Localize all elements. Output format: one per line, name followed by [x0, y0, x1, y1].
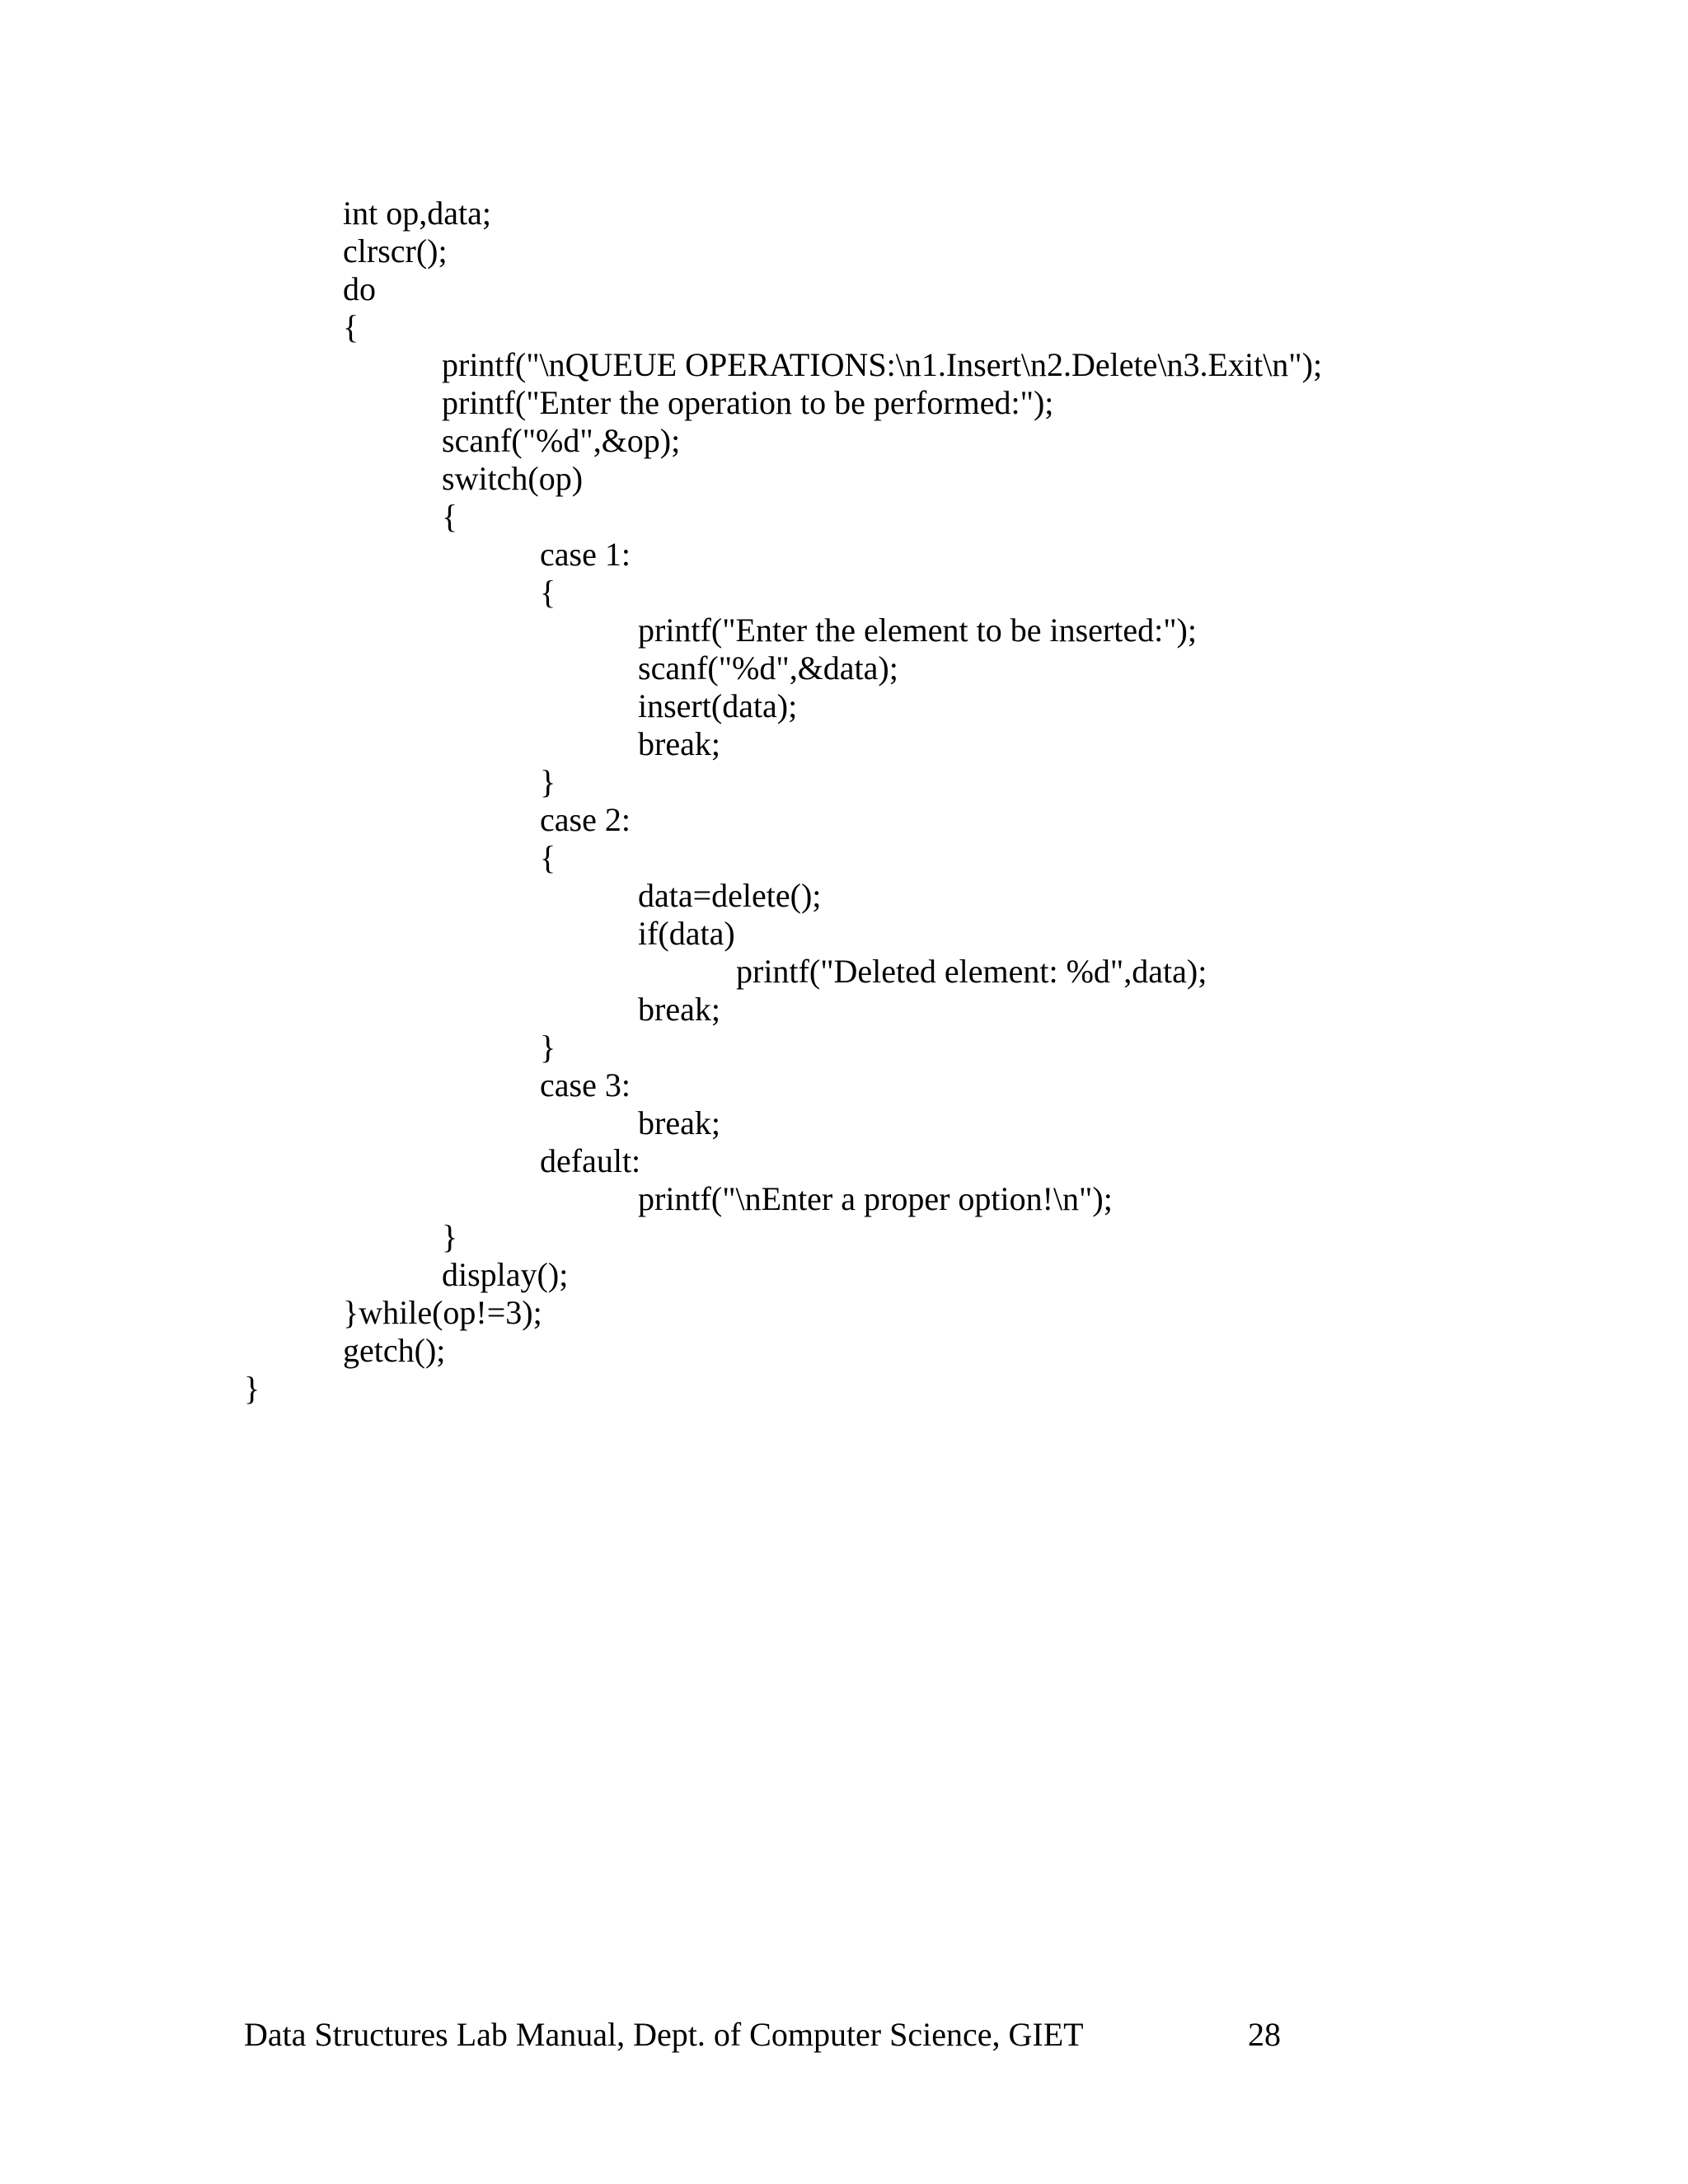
- code-listing: [0, 194, 1688, 1408]
- code-line: {: [343, 308, 359, 345]
- footer-text: Data Structures Lab Manual, Dept. of Computer Science, GIET: [244, 2016, 1084, 2053]
- code-line: default:: [540, 1142, 641, 1179]
- code-line: {: [442, 498, 458, 535]
- code-line: scanf("%d",&op);: [442, 422, 681, 459]
- code-line: printf("Enter the operation to be performed:");: [442, 384, 1054, 421]
- code-line: getch();: [343, 1332, 446, 1369]
- code-line: case 2:: [540, 801, 631, 838]
- code-line: }: [540, 1029, 556, 1066]
- code-line: break;: [638, 1104, 720, 1141]
- code-line: printf("\nQUEUE OPERATIONS:\n1.Insert\n2.Delete\n3.Exit\n");: [442, 346, 1323, 383]
- code-line: printf("Deleted element: %d",data);: [736, 953, 1207, 990]
- code-line: }: [540, 763, 556, 800]
- code-line: break;: [638, 991, 720, 1028]
- code-line: break;: [638, 725, 720, 762]
- code-line: {: [540, 574, 556, 611]
- code-line: printf("\nEnter a proper option!\n");: [638, 1180, 1113, 1217]
- code-line: display();: [442, 1256, 569, 1293]
- code-line: switch(op): [442, 460, 584, 497]
- code-line: do: [343, 270, 376, 307]
- code-line: clrscr();: [343, 232, 448, 269]
- code-line: }: [442, 1218, 458, 1255]
- code-line: {: [540, 839, 556, 876]
- code-line: case 3:: [540, 1066, 631, 1104]
- code-line: int op,data;: [343, 194, 491, 232]
- code-line: printf("Enter the element to be inserted:");: [638, 612, 1197, 649]
- code-line: if(data): [638, 915, 735, 952]
- code-line: case 1:: [540, 536, 631, 573]
- code-line: scanf("%d",&data);: [638, 649, 898, 687]
- code-line: }while(op!=3);: [343, 1294, 542, 1331]
- code-line: insert(data);: [638, 687, 798, 724]
- page-number: 28: [1248, 2016, 1281, 2053]
- code-line: }: [244, 1370, 260, 1407]
- code-line: data=delete();: [638, 877, 822, 914]
- page-footer: [244, 2014, 1315, 2055]
